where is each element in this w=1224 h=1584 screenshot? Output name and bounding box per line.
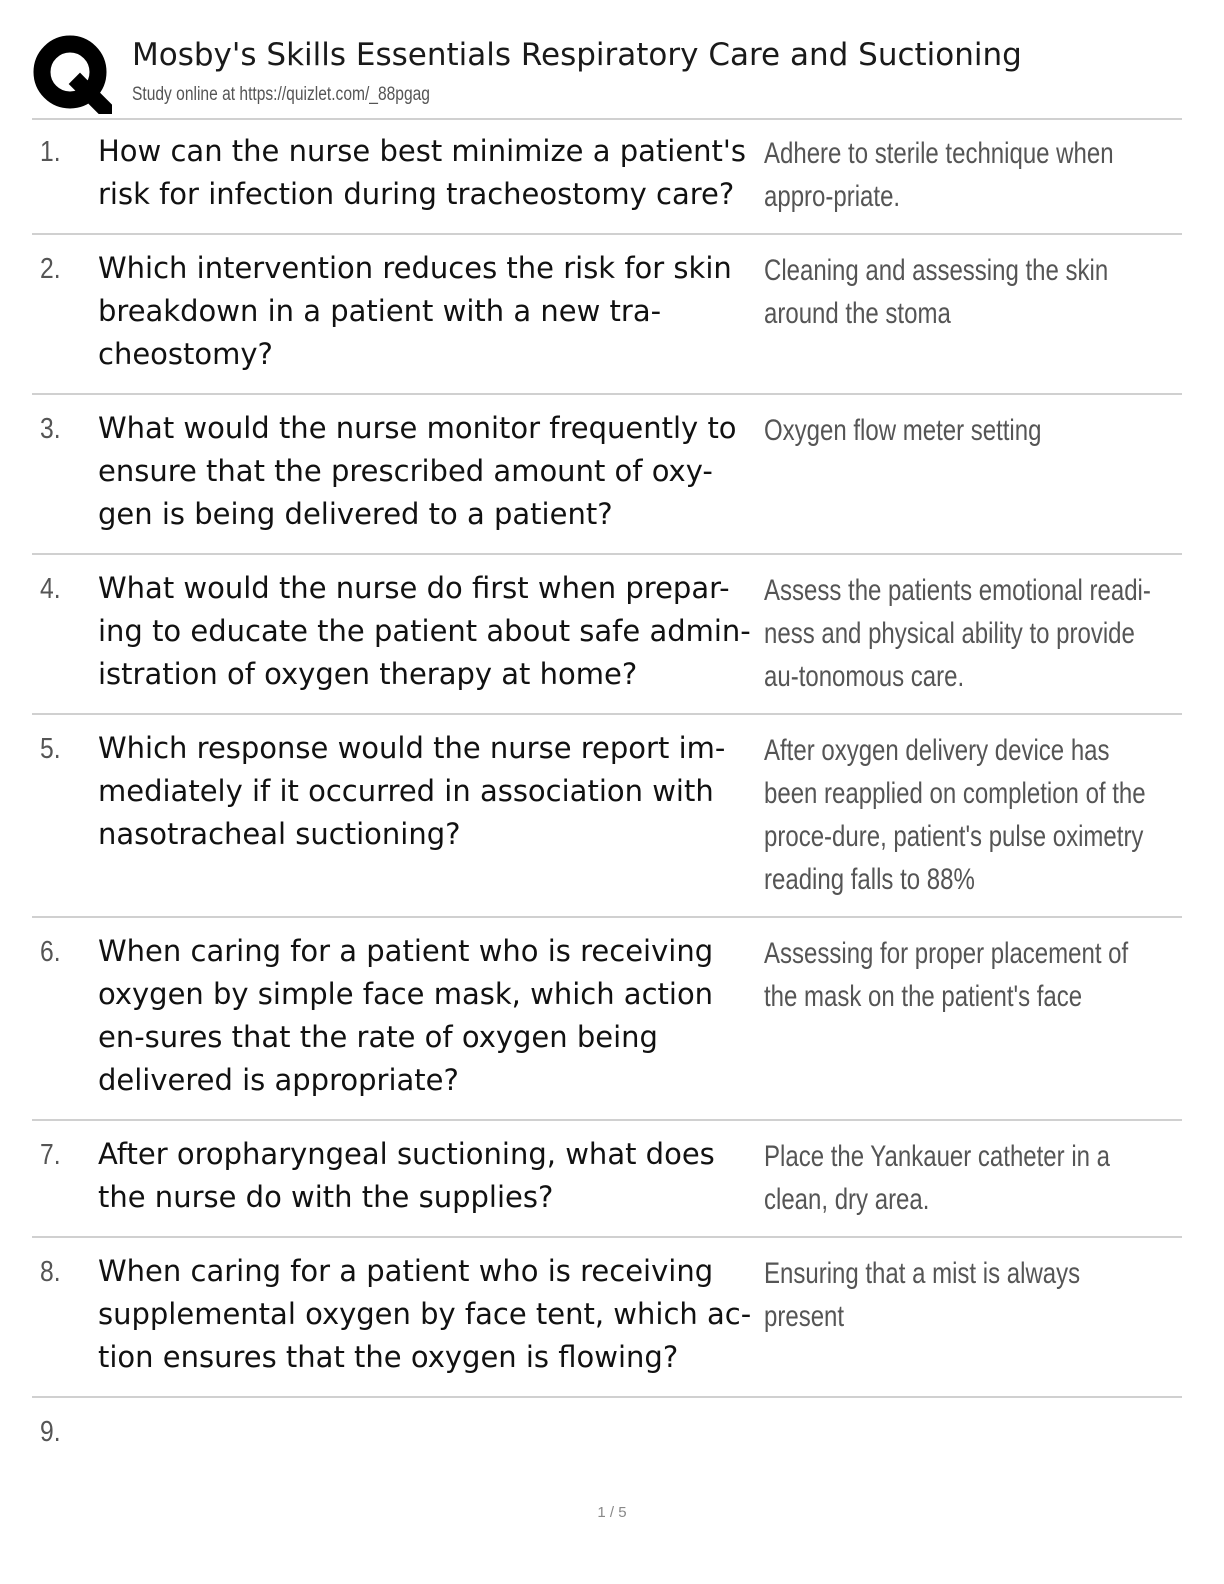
card-answer: Oxygen flow meter setting bbox=[764, 414, 1042, 447]
card-answer: Cleaning and assessing the skin around the stoma bbox=[764, 254, 1109, 330]
card-question: What would the nurse do first when prepar-ing to educate the patient about safe admin-istration of oxygen therapy at home? bbox=[98, 571, 751, 691]
card-number: 8. bbox=[40, 1256, 61, 1288]
card-answer: Assessing for proper placement of the mask on the patient's face bbox=[764, 937, 1129, 1013]
set-title: Mosby's Skills Essentials Respiratory Care and Suctioning bbox=[132, 37, 1022, 73]
study-online-link[interactable]: Study online at https://quizlet.com/_88pgag bbox=[132, 84, 430, 105]
card-answer: Adhere to sterile technique when appro-priate. bbox=[764, 137, 1114, 213]
quizlet-q-logo bbox=[32, 34, 112, 114]
card-number: 9. bbox=[40, 1416, 61, 1448]
card-answer: After oxygen delivery device has been reapplied on completion of the proce-dure, patient's pulse oximetry reading falls to 88% bbox=[764, 734, 1146, 896]
card-answer: Place the Yankauer catheter in a clean, dry area. bbox=[764, 1140, 1111, 1216]
page-number: 1 / 5 bbox=[597, 1504, 627, 1521]
card-question: Which response would the nurse report im-mediately if it occurred in association with nasotracheal suctioning? bbox=[98, 731, 726, 851]
card-number: 2. bbox=[40, 253, 61, 285]
flashcard-list bbox=[32, 118, 1182, 1478]
card-number: 6. bbox=[40, 936, 61, 968]
flashcard-row bbox=[32, 1238, 1182, 1398]
card-number: 4. bbox=[40, 573, 61, 605]
card-question: What would the nurse monitor frequently to ensure that the prescribed amount of oxy-gen is being delivered to a patient? bbox=[98, 411, 737, 531]
card-number: 7. bbox=[40, 1139, 61, 1171]
flashcard-row bbox=[32, 1121, 1182, 1238]
card-question: When caring for a patient who is receiving oxygen by simple face mask, which action en-sures that the rate of oxygen being delivered is appropriate? bbox=[98, 934, 714, 1097]
card-number: 5. bbox=[40, 733, 61, 765]
flashcard-row bbox=[32, 235, 1182, 395]
card-question: Which intervention reduces the risk for skin breakdown in a patient with a new tra-cheostomy? bbox=[98, 251, 732, 371]
card-number: 3. bbox=[40, 413, 61, 445]
card-answer: Assess the patients emotional readi-ness and physical ability to provide au-tonomous care. bbox=[764, 574, 1151, 693]
card-question: How can the nurse best minimize a patient's risk for infection during tracheostomy care? bbox=[98, 134, 747, 211]
flashcard-row bbox=[32, 1398, 1182, 1478]
page-header bbox=[32, 34, 1182, 120]
card-number: 1. bbox=[40, 136, 61, 168]
flashcard-row bbox=[32, 555, 1182, 715]
card-question: After oropharyngeal suctioning, what does the nurse do with the supplies? bbox=[98, 1137, 715, 1214]
flashcard-row bbox=[32, 118, 1182, 235]
flashcard-row bbox=[32, 395, 1182, 555]
card-answer: Ensuring that a mist is always present bbox=[764, 1257, 1081, 1333]
flashcard-row bbox=[32, 715, 1182, 918]
card-question: When caring for a patient who is receiving supplemental oxygen by face tent, which ac-tion ensures that the oxygen is flowing? bbox=[98, 1254, 752, 1374]
flashcard-row bbox=[32, 918, 1182, 1121]
